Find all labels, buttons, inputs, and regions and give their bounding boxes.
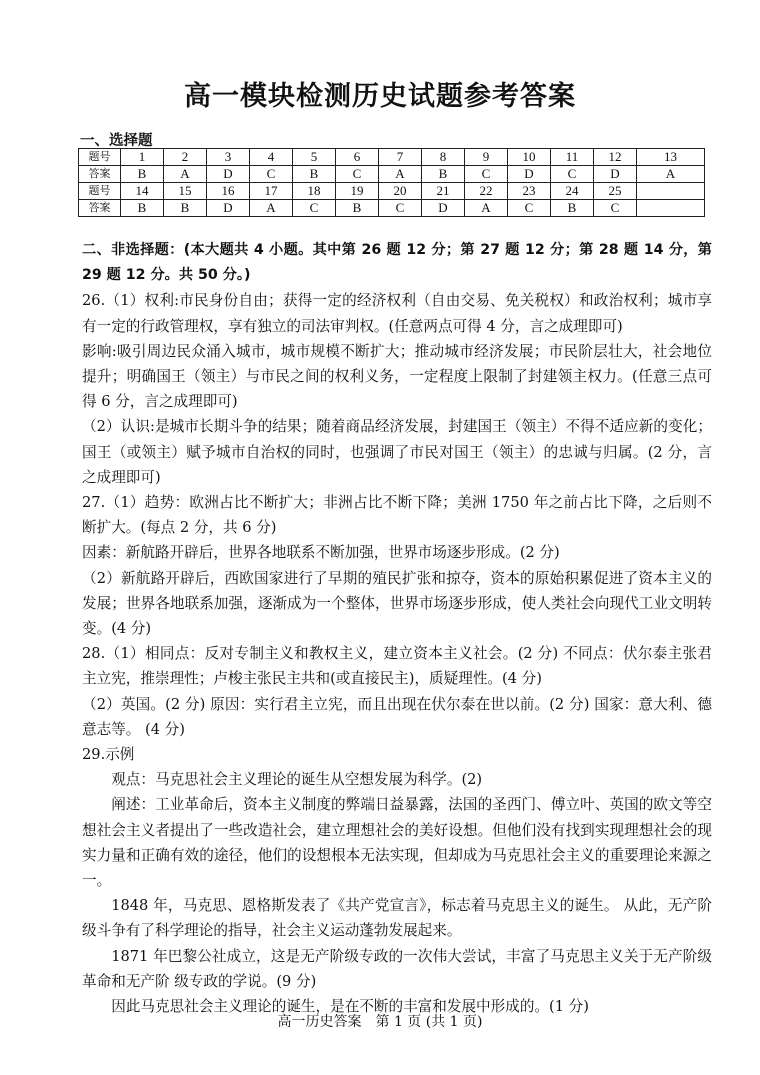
- table-cell: D: [207, 200, 250, 217]
- q26-part2: （2）认识:是城市长期斗争的结果；随着商品经济发展，封建国王（领主）不得不适应新的变化；国王（或领主）赋予城市自治权的同时，也强调了市民对国王（领主）的忠诚与归属。(2 分，言之成理即可): [82, 418, 712, 486]
- table-cell: C: [594, 200, 637, 217]
- table-cell: C: [508, 200, 551, 217]
- row-label: 答案: [79, 166, 121, 183]
- table-row: [79, 166, 705, 183]
- answer-body: [82, 238, 712, 1019]
- page-title: 高一模块检测历史试题参考答案: [184, 81, 576, 112]
- section-1-heading: 一、选择题: [80, 133, 153, 149]
- q29-1848: 1848 年，马克思、恩格斯发表了《共产党宣言》，标志着马克思主义的诞生。 从此，无产阶级斗争有了科学理论的指导，社会主义运动蓬勃发展起来。: [82, 897, 712, 940]
- table-cell: A: [379, 166, 422, 183]
- q26-part1-rights: 26.（1）权利:市民身份自由；获得一定的经济权利（自由交易、免关税权）和政治权利；城市享有一定的行政管理权，享有独立的司法审判权。(任意两点可得 4 分，言之成理即可): [82, 292, 712, 335]
- table-cell: 8: [422, 149, 465, 166]
- table-cell: 18: [293, 183, 336, 200]
- q27-part1-factor: 因素：新航路开辟后，世界各地联系不断加强，世界市场逐步形成。(2 分): [82, 544, 560, 562]
- table-cell: 19: [336, 183, 379, 200]
- table-cell: A: [250, 200, 293, 217]
- table-cell: 20: [379, 183, 422, 200]
- table-cell: 17: [250, 183, 293, 200]
- table-cell: 9: [465, 149, 508, 166]
- table-cell: C: [336, 166, 379, 183]
- q29-heading: 29.示例: [82, 746, 135, 764]
- table-cell: 6: [336, 149, 379, 166]
- table-cell: D: [207, 166, 250, 183]
- table-cell: 14: [121, 183, 164, 200]
- q29-1871: 1871 年巴黎公社成立，这是无产阶级专政的一次伟大尝试，丰富了马克思主义关于无产阶级革命和无产阶 级专政的学说。(9 分): [82, 947, 712, 990]
- table-cell: D: [422, 200, 465, 217]
- page-footer: 高一历史答案 第 1 页 (共 1 页): [277, 1014, 483, 1030]
- table-cell: A: [637, 166, 705, 183]
- table-cell: 11: [551, 149, 594, 166]
- table-cell: 4: [250, 149, 293, 166]
- table-cell: 12: [594, 149, 637, 166]
- table-cell: 22: [465, 183, 508, 200]
- table-cell: 10: [508, 149, 551, 166]
- table-cell: B: [121, 166, 164, 183]
- table-cell: A: [164, 166, 207, 183]
- table-cell: 3: [207, 149, 250, 166]
- row-label: 题号: [79, 149, 121, 166]
- table-cell: 5: [293, 149, 336, 166]
- table-cell: B: [121, 200, 164, 217]
- section-2-heading: 二、非选择题：(本大题共 4 小题。其中第 26 题 12 分；第 27 题 12 分；第 28 题 14 分，第 29 题 12 分。共 50 分。): [82, 242, 712, 284]
- table-cell: 24: [551, 183, 594, 200]
- q28-part2: （2）英国。(2 分) 原因：实行君主立宪，而且出现在伏尔泰在世以前。(2 分) 国家：意大利、德意志等。 (4 分): [82, 695, 712, 738]
- table-cell: C: [551, 166, 594, 183]
- table-cell: A: [465, 200, 508, 217]
- table-cell: B: [336, 200, 379, 217]
- q29-elaboration: 阐述：工业革命后，资本主义制度的弊端日益暴露，法国的圣西门、傅立叶、英国的欧文等空想社会主义者提出了一些改造社会，建立理想社会的美好设想。但他们没有找到实现理想社会的现实力量和正确有效的途径，他们的设想根本无法实现，但却成为马克思社会主义的重要理论来源之一。: [82, 796, 712, 890]
- table-row: [79, 200, 705, 217]
- table-cell: C: [379, 200, 422, 217]
- row-label: 题号: [79, 183, 121, 200]
- q29-viewpoint: 观点：马克思社会主义理论的诞生从空想发展为科学。(2): [111, 771, 483, 789]
- table-cell: C: [465, 166, 508, 183]
- table-cell: C: [293, 200, 336, 217]
- table-cell: B: [293, 166, 336, 183]
- table-cell: 16: [207, 183, 250, 200]
- table-cell: 23: [508, 183, 551, 200]
- q26-part1-impact: 影响:吸引周边民众涌入城市，城市规模不断扩大；推动城市经济发展；市民阶层壮大，社会地位提升；明确国王（领主）与市民之间的权利义务，一定程度上限制了封建领主权力。(任意三点可得 6 分，言之成理即可): [82, 342, 712, 411]
- table-cell: C: [250, 166, 293, 183]
- table-cell: 15: [164, 183, 207, 200]
- table-cell: D: [594, 166, 637, 183]
- answer-table: [78, 148, 705, 217]
- q28-part1: 28.（1）相同点：反对专制主义和教权主义，建立资本主义社会。(2 分) 不同点：伏尔泰主张君主立宪，推崇理性；卢梭主张民主共和(或直接民主)，质疑理性。(4 分): [82, 645, 712, 688]
- table-cell: 25: [594, 183, 637, 200]
- table-cell: 21: [422, 183, 465, 200]
- table-row: [79, 149, 705, 166]
- table-cell: 13: [637, 149, 705, 166]
- row-label: 答案: [79, 200, 121, 217]
- table-cell: 1: [121, 149, 164, 166]
- table-cell: [637, 183, 705, 200]
- table-cell: D: [508, 166, 551, 183]
- q29-conclusion: 因此马克思社会主义理论的诞生，是在不断的丰富和发展中形成的。(1 分): [111, 998, 589, 1016]
- table-cell: 7: [379, 149, 422, 166]
- table-cell: B: [551, 200, 594, 217]
- table-row: [79, 183, 705, 200]
- table-cell: [637, 200, 705, 217]
- q27-part1-trend: 27.（1）趋势：欧洲占比不断扩大；非洲占比不断下降；美洲 1750 年之前占比下降，之后则不断扩大。(每点 2 分，共 6 分): [82, 494, 712, 537]
- table-cell: 2: [164, 149, 207, 166]
- q27-part2: （2）新航路开辟后，西欧国家进行了早期的殖民扩张和掠夺，资本的原始积累促进了资本主义的发展；世界各地联系加强，逐渐成为一个整体，世界市场逐步形成，使人类社会向现代工业文明转变。(4 分): [82, 569, 712, 638]
- table-cell: B: [164, 200, 207, 217]
- table-cell: B: [422, 166, 465, 183]
